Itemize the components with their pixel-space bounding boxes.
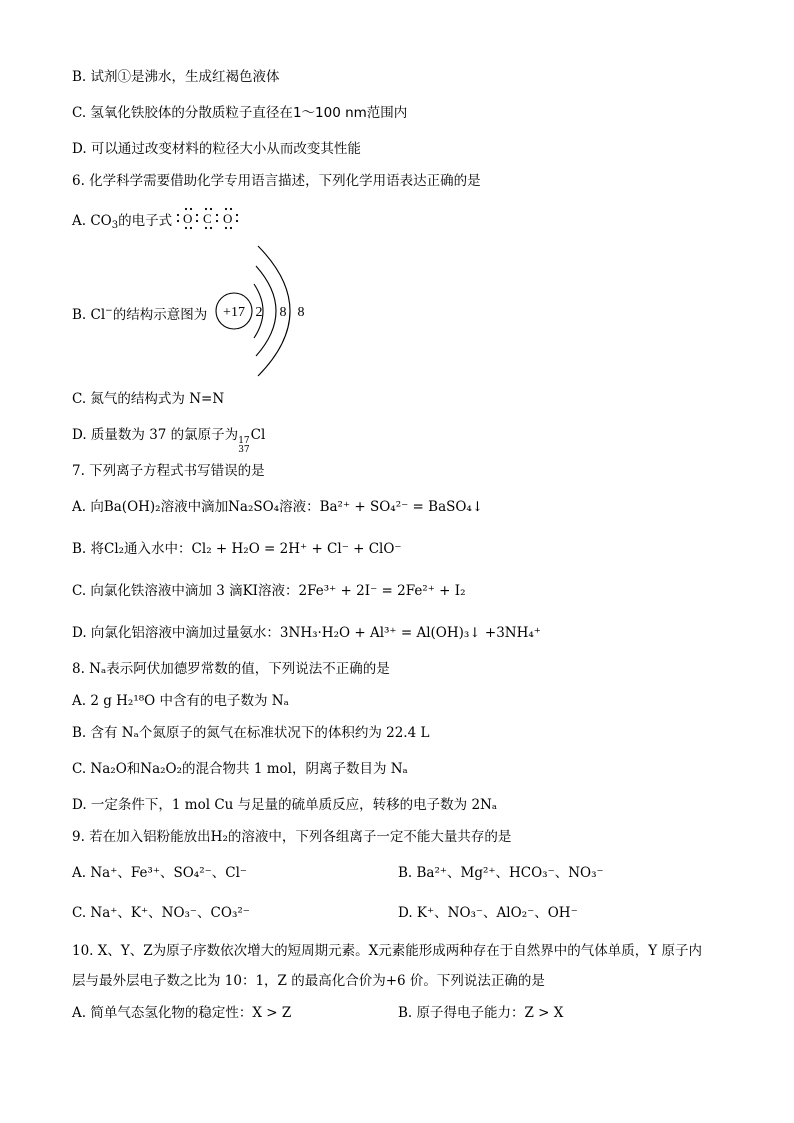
q6-option-a <box>72 207 244 235</box>
q5-option-c-pre: C. 氢氧化铁胶体的分散质粒子直径在 <box>72 105 293 121</box>
q7-option-c: C. 向氯化铁溶液中滴加 3 滴KI溶液：2Fe³⁺ + 2I⁻ = 2Fe²⁺ + I₂ <box>72 583 466 599</box>
q10-option-b: B. 原子得电子能力：Z > X <box>398 1005 564 1021</box>
q5-option-d: D. 可以通过改变材料的粒径大小从而改变其性能 <box>72 141 361 157</box>
q8-stem: 8. Nₐ表示阿伏加德罗常数的值，下列说法不正确的是 <box>72 661 390 677</box>
q6-stem: 6. 化学科学需要借助化学专用语言描述，下列化学用语表达正确的是 <box>72 173 481 189</box>
q8-option-d: D. 一定条件下，1 mol Cu 与足量的硫单质反应，转移的电子数为 2Nₐ <box>72 797 498 813</box>
q6-option-b-post: 的结构示意图为 <box>112 307 208 323</box>
shell-electrons-2: 8 <box>279 305 287 320</box>
q8-option-a: A. 2 g H₂¹⁸O 中含有的电子数为 Nₐ <box>72 693 289 709</box>
q6-option-b-pre: B. Cl <box>72 307 106 323</box>
q5-option-c-post: 范围内 <box>366 105 408 121</box>
q5-option-c-range: 1～100 nm <box>292 105 367 121</box>
q5-option-b: B. 试剂①是沸水，生成红褐色液体 <box>72 69 280 85</box>
q7-option-a: A. 向Ba(OH)₂溶液中滴加Na₂SO₄溶液：Ba²⁺ + SO₄²⁻ = BaSO₄↓ <box>72 499 484 515</box>
q6-option-b <box>72 302 207 324</box>
q7-option-b: B. 将Cl₂通入水中：Cl₂ + H₂O = 2H⁺ + Cl⁻ + ClO⁻ <box>72 541 402 557</box>
q9-option-a: A. Na⁺、Fe³⁺、SO₄²⁻、Cl⁻ <box>72 865 248 881</box>
q6-option-a-pre: A. CO <box>72 213 112 229</box>
q10-stem-line2: 层与最外层电子数之比为 10：1，Z 的最高化合价为+6 价。下列说法正确的是 <box>72 973 545 989</box>
q8-option-c: C. Na₂O和Na₂O₂的混合物共 1 mol，阴离子数目为 Nₐ <box>72 761 408 777</box>
q6-option-d-pre: D. 质量数为 37 的氯原子为 <box>72 427 239 443</box>
shell-electrons-1: 2 <box>255 305 263 320</box>
nucleus-charge: +17 <box>223 305 245 320</box>
shell-electrons-3: 8 <box>297 305 305 320</box>
q6-option-b-sup: − <box>105 306 113 316</box>
q9-option-b: B. Ba²⁺、Mg²⁺、HCO₃⁻、NO₃⁻ <box>398 865 604 881</box>
cl-ion-structure-diagram <box>208 240 318 380</box>
edf-o2: O <box>223 211 233 226</box>
q9-option-c: C. Na⁺、K⁺、NO₃⁻、CO₃²⁻ <box>72 905 250 921</box>
q8-option-b: B. 含有 Nₐ个氮原子的氮气在标准状况下的体积约为 22.4 L <box>72 725 430 741</box>
edf-c: C <box>203 211 213 226</box>
isotope-notation <box>238 437 249 455</box>
isotope-element: Cl <box>250 427 266 443</box>
q7-option-d: D. 向氯化铝溶液中滴加过量氨水：3NH₃·H₂O + Al³⁺ = Al(OH)₃↓ +3NH₄⁺ <box>72 625 541 641</box>
q10-option-a: A. 简单气态氢化物的稳定性：X > Z <box>72 1005 292 1021</box>
q5-option-c <box>72 104 407 122</box>
isotope-bottom: 37 <box>238 445 250 455</box>
q6-option-c: C. 氮气的结构式为 N=N <box>72 391 225 407</box>
edf-o1: O <box>183 211 193 226</box>
q9-option-d: D. K⁺、NO₃⁻、AlO₂⁻、OH⁻ <box>398 905 578 921</box>
q6-option-a-post: 的电子式 <box>118 213 173 229</box>
q9-stem: 9. 若在加入铝粉能放出H₂的溶液中，下列各组离子一定不能大量共存的是 <box>72 829 512 845</box>
q10-stem-line1: 10. X、Y、Z为原子序数依次增大的短周期元素。X元素能形成两种存在于自然界中的气体单质，Y 原子内 <box>72 943 702 959</box>
q7-stem: 7. 下列离子方程式书写错误的是 <box>72 463 265 479</box>
isotope-top: 17 <box>238 436 250 446</box>
q6-option-a-sub: 3 <box>111 220 119 231</box>
q6-option-d <box>72 426 265 455</box>
electron-dot-formula <box>176 207 244 231</box>
